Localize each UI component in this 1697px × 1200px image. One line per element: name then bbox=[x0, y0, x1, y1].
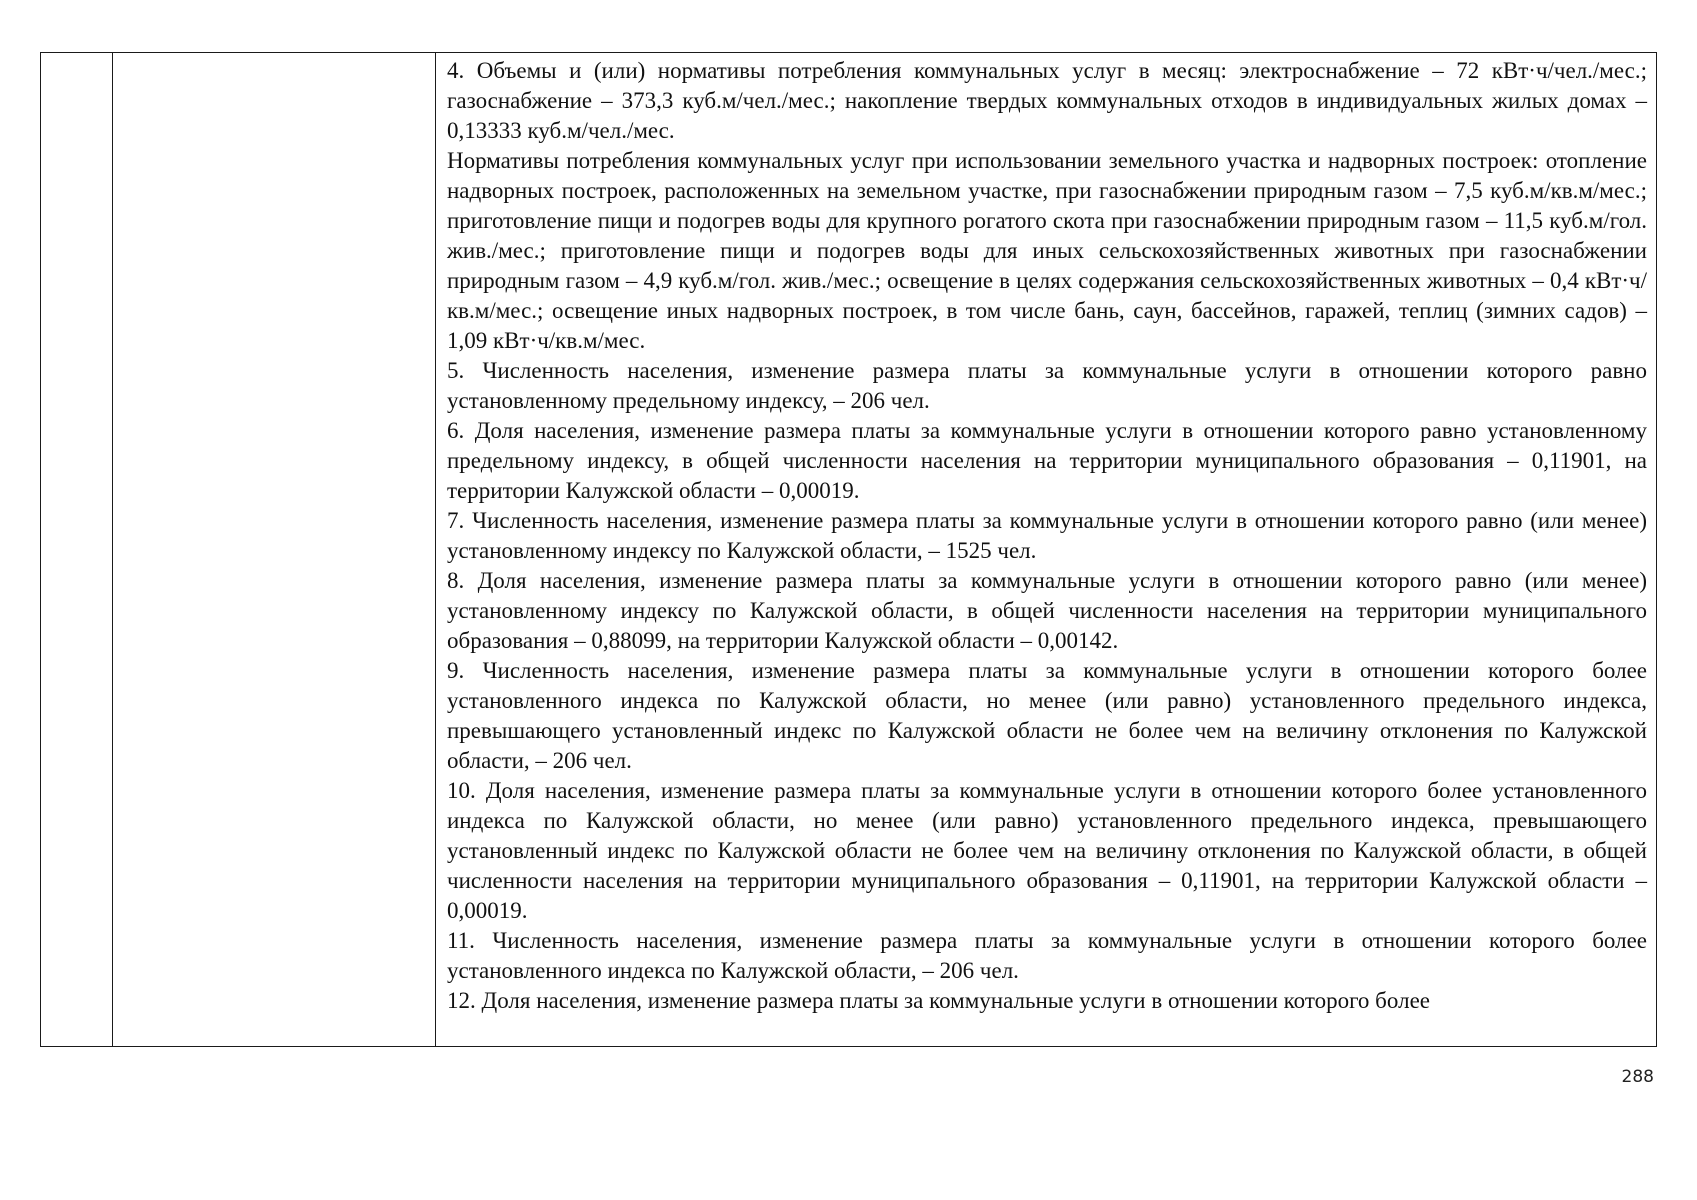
paragraph-item-11: 11. Численность населения, изменение размера платы за коммунальные услуги в отношении которого более установленного индекса по Калужской области, – 206 чел. bbox=[447, 928, 1647, 983]
paragraph-consumption-norms: Нормативы потребления коммунальных услуг при использовании земельного участка и надворных построек: отопление надворных построек, расположенных на земельном участке, при газоснабжении природным газом – 7,5 куб.м/кв.м/мес.; приготовление пищи и подогрев воды для крупного рогатого скота при газоснабжении природным газом – 11,5 куб.м/гол. жив./мес.; приготовление пищи и подогрев воды для иных сельскохозяйственных животных при газоснабжении природным газом – 4,9 куб.м/гол. жив./мес.; освещение в целях содержания сельскохозяйственных животных – 0,4 кВт·ч/кв.м/мес.; освещение иных надворных построек, в том числе бань, саун, бассейнов, гаражей, теплиц (зимних садов) – 1,09 кВт·ч/кв.м/мес. bbox=[447, 148, 1647, 353]
paragraph-item-6: 6. Доля населения, изменение размера платы за коммунальные услуги в отношении которого равно установленному предельному индексу, в общей численности населения на территории муниципального образования – 0,11901, на территории Калужской области – 0,00019. bbox=[447, 418, 1647, 503]
table-cell-number bbox=[41, 53, 113, 1046]
paragraph-item-10: 10. Доля населения, изменение размера платы за коммунальные услуги в отношении которого более установленного индекса по Калужской области, но менее (или равно) установленного предельного индекса, превышающего установленный индекс по Калужской области не более чем на величину отклонения по Калужской области, в общей численности населения на территории муниципального образования – 0,11901, на территории Калужской области – 0,00019. bbox=[447, 778, 1647, 923]
table-cell-name bbox=[113, 53, 436, 1046]
paragraph-item-12: 12. Доля населения, изменение размера платы за коммунальные услуги в отношении которого более bbox=[447, 988, 1430, 1013]
document-table bbox=[40, 52, 1657, 1047]
paragraph-item-7: 7. Численность населения, изменение размера платы за коммунальные услуги в отношении которого равно (или менее) установленному индексу по Калужской области, – 1525 чел. bbox=[447, 508, 1647, 563]
paragraph-item-9: 9. Численность населения, изменение размера платы за коммунальные услуги в отношении которого более установленного индекса по Калужской области, но менее (или равно) установленного предельного индекса, превышающего установленный индекс по Калужской области не более чем на величину отклонения по Калужской области, – 206 чел. bbox=[447, 658, 1647, 773]
paragraph-item-8: 8. Доля населения, изменение размера платы за коммунальные услуги в отношении которого равно (или менее) установленному индексу по Калужской области, в общей численности населения на территории муниципального образования – 0,88099, на территории Калужской области – 0,00142. bbox=[447, 568, 1647, 653]
table-cell-text bbox=[436, 53, 1656, 1046]
page-number: 288 bbox=[1621, 1067, 1654, 1087]
paragraph-item-4: 4. Объемы и (или) нормативы потребления коммунальных услуг в месяц: электроснабжение – 72 кВт·ч/чел./мес.; газоснабжение – 373,3 куб.м/чел./мес.; накопление твердых коммунальных отходов в индивидуальных жилых домах – 0,13333 куб.м/чел./мес. bbox=[447, 58, 1647, 143]
paragraph-item-5: 5. Численность населения, изменение размера платы за коммунальные услуги в отношении которого равно установленному предельному индексу, – 206 чел. bbox=[447, 358, 1647, 413]
